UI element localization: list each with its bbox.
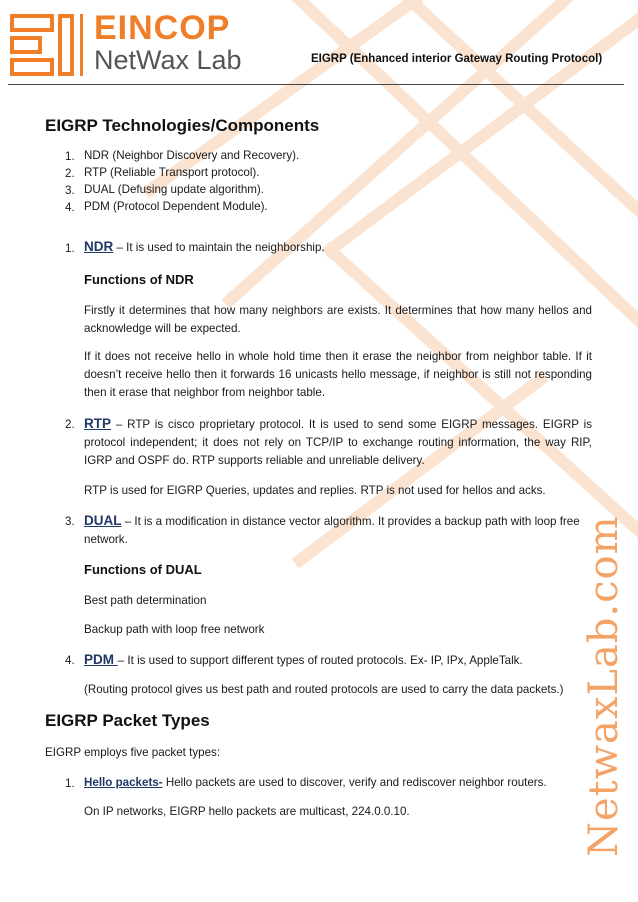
term-hello-packets: Hello packets- [84, 776, 163, 789]
document-title: EIGRP (Enhanced interior Gateway Routing Protocol) [311, 53, 603, 65]
rtp-note: RTP is used for EIGRP Queries, updates and replies. RTP is not used for hellos and acks. [84, 484, 546, 497]
logo-text-netwax: NetWax Lab [94, 45, 242, 75]
list-item: DUAL (Defusing update algorithm). [84, 183, 265, 196]
page-header [0, 0, 638, 90]
ndr-paragraph-2: If it does not receive hello in whole hold time then it erase the neighbor from neighbor table. If it doesn’t receive hello then it forwards 16 unicasts hello message, if neighbor is still not responding then it erase that neighbor from neighbor table. [84, 350, 592, 399]
ndr-line [84, 238, 604, 257]
hello-packets-line [84, 774, 604, 792]
section-heading-components: EIGRP Technologies/Components [45, 116, 320, 135]
hello-description: Hello packets are used to discover, verify and rediscover neighbor routers. [162, 776, 547, 789]
list-item: PDM (Protocol Dependent Module). [84, 200, 268, 213]
list-number: 3. [65, 515, 75, 528]
dual-function-2: Backup path with loop free network [84, 623, 265, 636]
subheading-functions-dual: Functions of DUAL [84, 562, 202, 577]
dual-description: – It is a modification in distance vector algorithm. It provides a backup path with loop free network. [84, 515, 580, 546]
rtp-description: – RTP is cisco proprietary protocol. It is used to send some EIGRP messages. EIGRP is protocol independent; it does not rely on TCP/IP to exchange routing information, the way RIP, IGRP and OSPF do. RTP supports reliable and unreliable delivery. [84, 418, 592, 467]
dual-function-1: Best path determination [84, 594, 207, 607]
list-number: 3. [65, 184, 75, 197]
hello-note: On IP networks, EIGRP hello packets are multicast, 224.0.0.10. [84, 805, 410, 818]
list-number: 4. [65, 201, 75, 214]
list-item: RTP (Reliable Transport protocol). [84, 166, 260, 179]
list-number: 2. [65, 418, 75, 431]
logo-text-eincop: EINCOP [94, 9, 231, 47]
term-rtp: RTP [84, 416, 111, 431]
header-divider [8, 84, 624, 85]
subheading-functions-ndr: Functions of NDR [84, 272, 194, 287]
logo-icon [10, 14, 85, 76]
pdm-line [84, 651, 604, 670]
rtp-paragraph [84, 415, 592, 470]
list-number: 1. [65, 150, 75, 163]
list-item: NDR (Neighbor Discovery and Recovery). [84, 149, 300, 162]
term-dual: DUAL [84, 513, 122, 528]
pdm-description: – It is used to support different types of routed protocols. Ex- IP, IPx, AppleTalk. [117, 654, 523, 667]
list-number: 1. [65, 242, 75, 255]
ndr-paragraph-1: Firstly it determines that how many neighbors are exists. It determines that how many hellos and acknowledge will be expected. [84, 304, 592, 335]
dual-paragraph [84, 512, 596, 549]
packet-types-intro: EIGRP employs five packet types: [45, 746, 221, 759]
list-number: 1. [65, 777, 75, 790]
term-pdm: PDM [84, 652, 118, 667]
section-heading-packet-types: EIGRP Packet Types [45, 711, 210, 730]
list-number: 4. [65, 654, 75, 667]
pdm-note: (Routing protocol gives us best path and routed protocols are used to carry the data packets.) [84, 683, 564, 696]
watermark-text: NetwaxLab.com [581, 515, 627, 857]
term-ndr: NDR [84, 239, 114, 254]
list-number: 2. [65, 167, 75, 180]
ndr-description: – It is used to maintain the neighborship. [113, 241, 325, 254]
